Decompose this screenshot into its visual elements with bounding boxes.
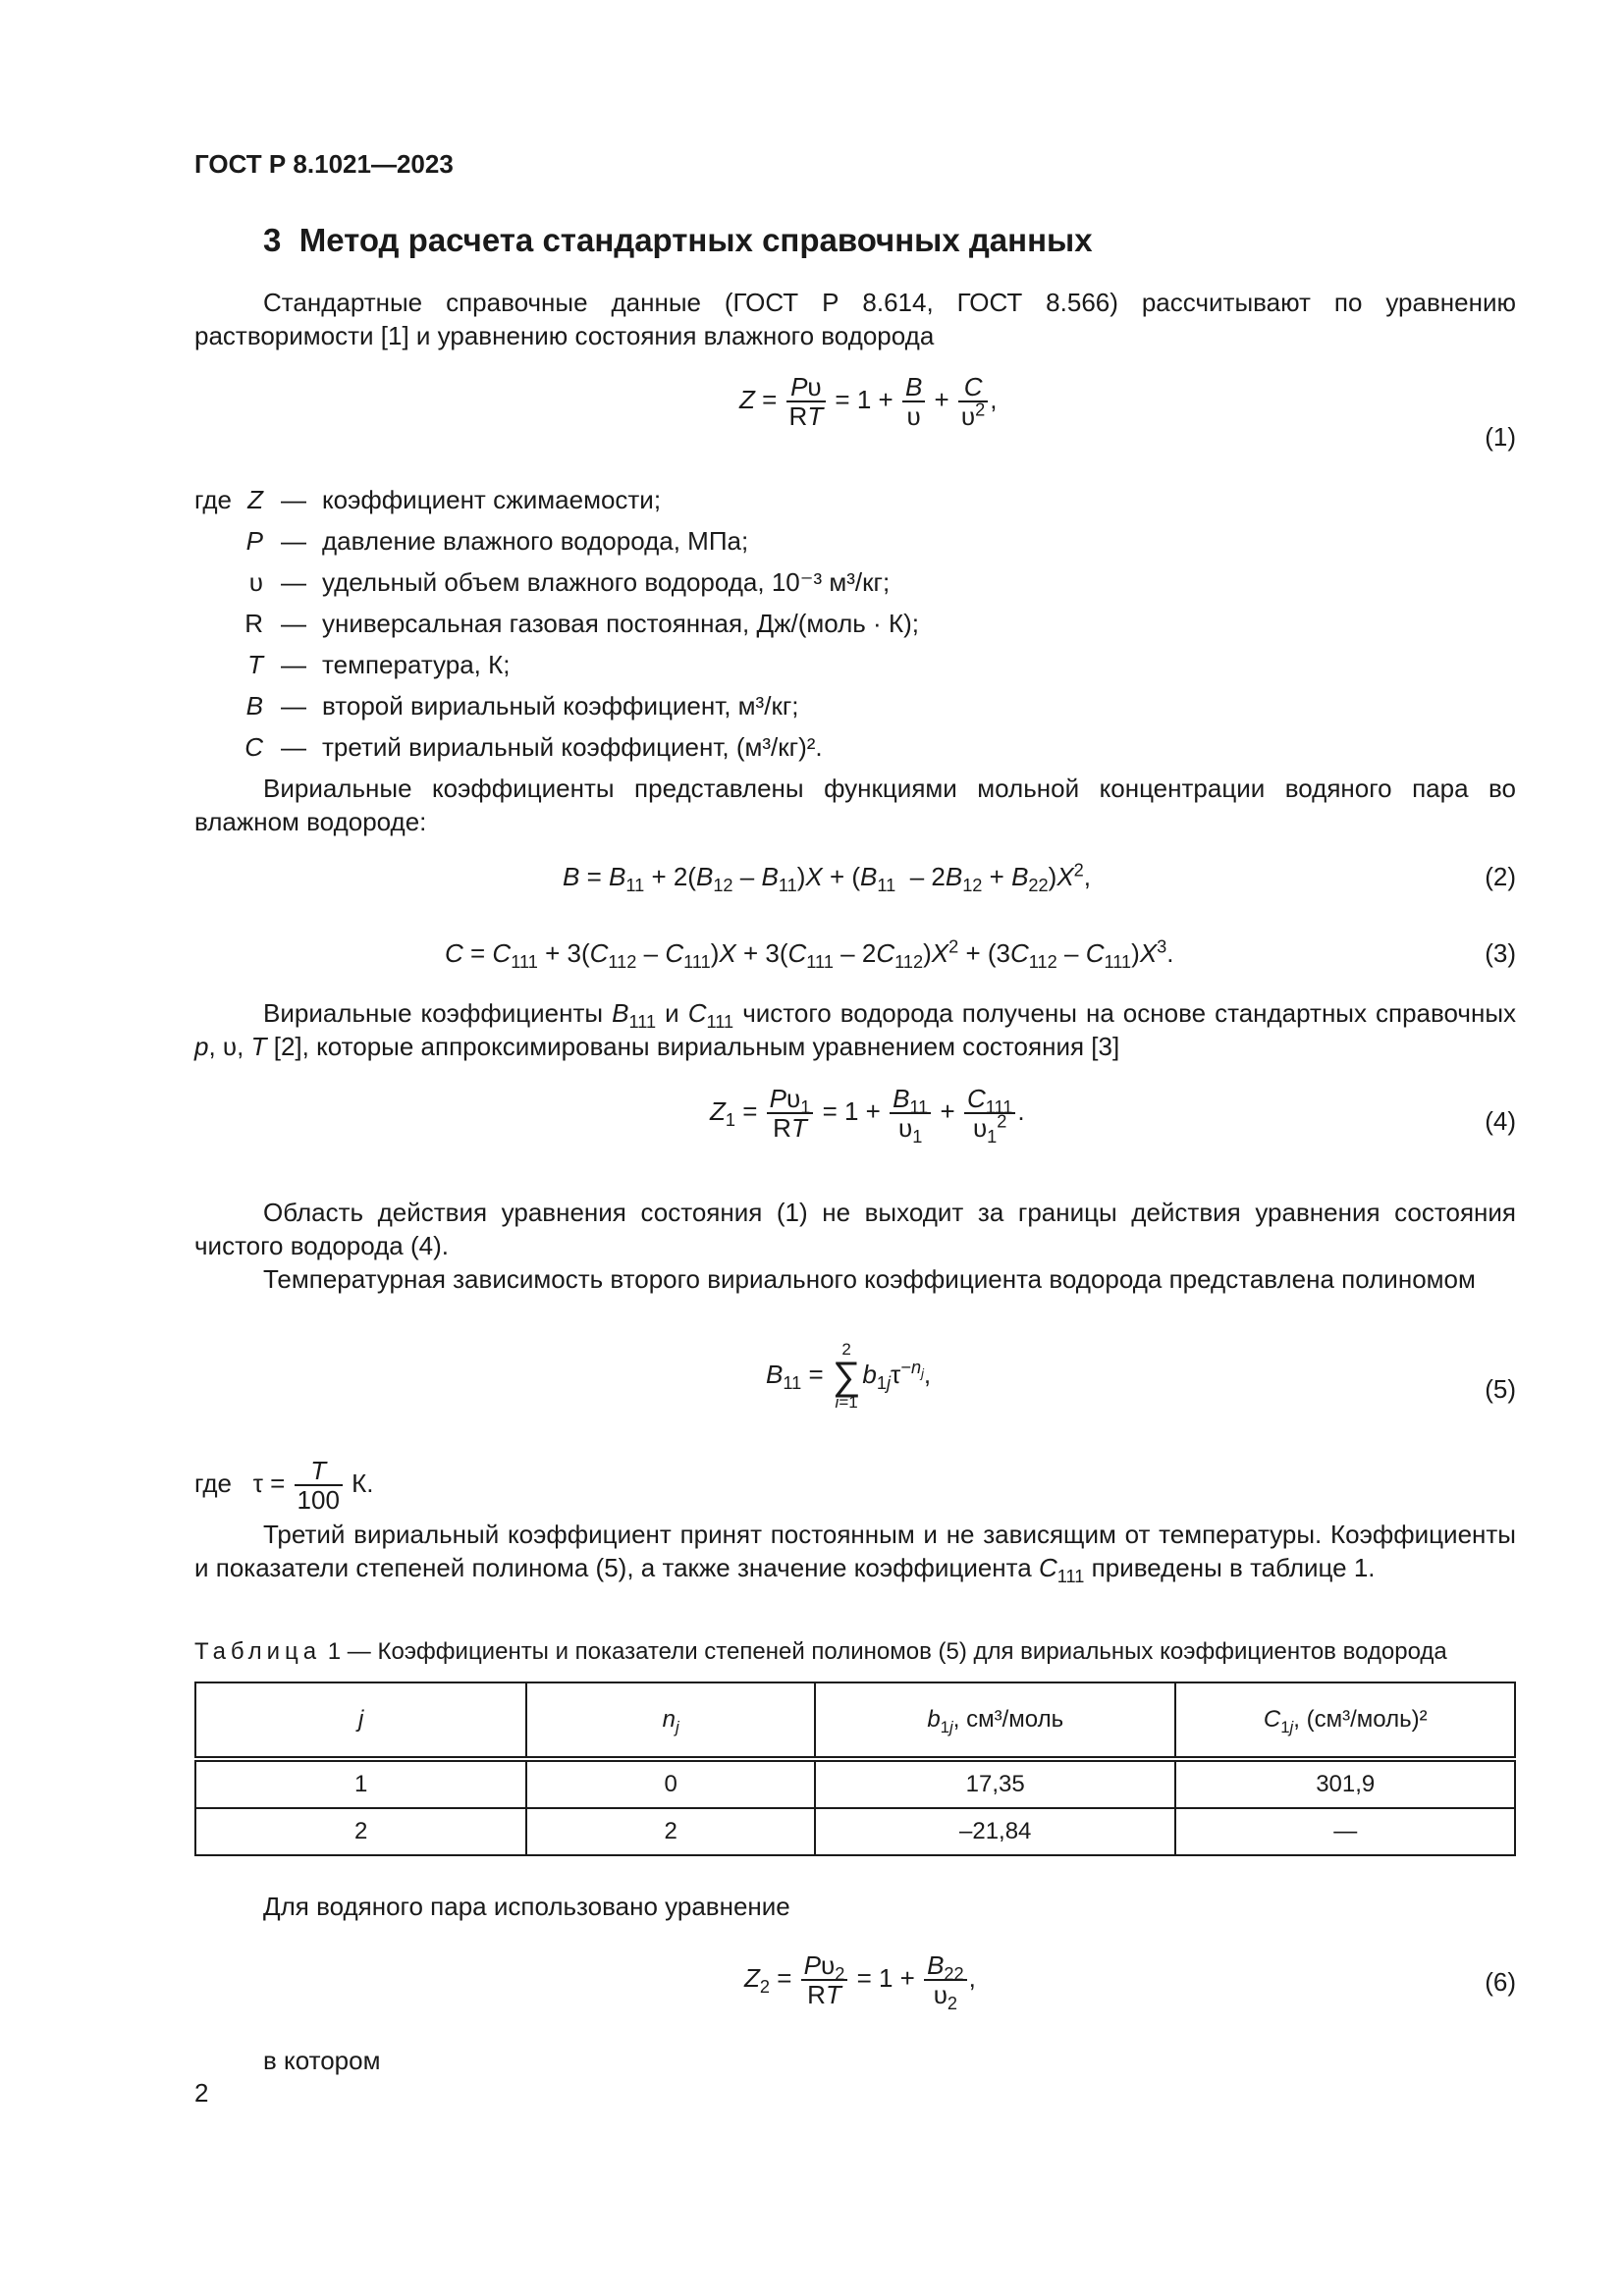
equation-6: $Z_2$ = $\frac{P\upsilon_2}{RT}$ = 1 + $\frac{B_{22}}{\upsilon_2}$ , <box>744 1950 976 2014</box>
definition-symbol: P <box>245 526 263 556</box>
tau-definition: где τ = $\frac{T}{100}$ К. <box>194 1456 374 1515</box>
table-row <box>195 1759 1515 1808</box>
definition-symbol: R <box>244 609 263 638</box>
equation-2: $B = B_{11} + 2(B_{12} - B_{11})X + (B_{11} - 2B_{12} + B_{22})X^2$, <box>563 860 1092 896</box>
definition-symbol: υ <box>248 567 263 597</box>
third-text-a: Третий вириальный коэффициент принят постоянным и не зависящим от температуры. Коэффициенты и показатели степеней полинома (5), а также значение коэффициента <box>194 1520 1516 1582</box>
definition-text: температура, К; <box>322 650 511 679</box>
equation-number-5: (5) <box>1485 1374 1516 1404</box>
third-coefficient-paragraph: Третий вириальный коэффициент принят постоянным и не зависящим от температуры. Коэффициенты и показатели степеней полинома (5), а также значение коэффициента $C_{111}$ приведены в таблице 1. <box>194 1520 1516 1587</box>
definition-symbol: C <box>244 732 263 762</box>
definition-symbol: Z <box>247 485 263 514</box>
table-cell: 2 <box>195 1808 526 1855</box>
column-header: j <box>195 1682 526 1759</box>
equation-5: $B_{11}$ = 2 ∑ i=1 $b_{1j}\tau^{-n_j}$, <box>766 1340 932 1412</box>
table-cell: 17,35 <box>815 1759 1175 1808</box>
equation-number-2: (2) <box>1485 862 1516 891</box>
tau-unit: К. <box>352 1468 374 1498</box>
tau-where-label: где <box>194 1468 232 1498</box>
pure-text-a: Вириальные коэффициенты <box>263 998 604 1028</box>
third-text-b: приведены в таблице 1. <box>1091 1553 1376 1582</box>
table-cell: 2 <box>526 1808 815 1855</box>
page-number: 2 <box>194 2078 209 2108</box>
table-caption-text: 1 — Коэффициенты и показатели степеней полиномов (5) для вириальных коэффициентов водорода <box>327 1638 1447 1665</box>
definition-text: третий вириальный коэффициент, (м³/кг)². <box>322 732 823 762</box>
pure-text-b: чистого водорода получены на основе стандартных справочных <box>742 998 1517 1028</box>
virial-paragraph: Вириальные коэффициенты представлены функциями мольной концентрации водяного пара во влажном водороде: <box>194 774 1516 836</box>
table-cell: –21,84 <box>815 1808 1175 1855</box>
equation-number-6: (6) <box>1485 1967 1516 1997</box>
equation-number-4: (4) <box>1485 1106 1516 1136</box>
equation-4: $Z_1$ = $\frac{P\upsilon_1}{RT}$ = 1 + $\frac{B_{11}}{\upsilon_1}$ + $\frac{C_{111}}{\upsilon_1^2}$ . <box>710 1084 1025 1148</box>
where-label: где <box>194 485 232 514</box>
column-header: $C_{1j}$, (см³/моль)² <box>1175 1682 1515 1759</box>
equation-1: Z = $\frac{P\upsilon}{RT}$ = 1 + $\frac{B}{\upsilon}$ + $\frac{C}{\upsilon^2}$ , <box>739 372 998 431</box>
domain-paragraph: Область действия уравнения состояния (1) не выходит за границы действия уравнения состояния чистого водорода (4). <box>194 1198 1516 1260</box>
definition-symbol: B <box>245 691 263 721</box>
equation-3: $C = C_{111} + 3(C_{112} - C_{111})X + 3(C_{111} - 2C_{112})X^2 + (3C_{112} - C_{111})X^3$. <box>445 936 1174 973</box>
intro-paragraph: Стандартные справочные данные (ГОСТ Р 8.614, ГОСТ 8.566) рассчитывают по уравнению растворимости [1] и уравнению состояния влажного водорода <box>194 288 1516 350</box>
column-header: $n_j$ <box>526 1682 815 1759</box>
column-header: $b_{1j}$, см³/моль <box>815 1682 1175 1759</box>
definition-text: второй вириальный коэффициент, м³/кг; <box>322 691 799 721</box>
definition-symbol: T <box>247 650 263 679</box>
table-header-row <box>195 1682 1515 1759</box>
definition-text: давление влажного водорода, МПа; <box>322 526 749 556</box>
definition-text: удельный объем влажного водорода, 10⁻³ м³/кг; <box>322 567 891 597</box>
water-vapor-paragraph: Для водяного пара использовано уравнение <box>263 1892 790 1921</box>
pure-hydrogen-paragraph: Вириальные коэффициенты $B_{111}$ и $C_{111}$ чистого водорода получены на основе стандартных справочных p, υ, T [2], которые аппроксимированы вириальным уравнением состояния [3] <box>194 998 1517 1061</box>
section-heading <box>263 224 1093 257</box>
temperature-paragraph: Температурная зависимость второго вириального коэффициента водорода представлена полиномом <box>263 1264 1476 1294</box>
document-code: ГОСТ Р 8.1021—2023 <box>194 149 454 179</box>
table-cell: 0 <box>526 1759 815 1808</box>
table-cell: 1 <box>195 1759 526 1808</box>
table-cell: — <box>1175 1808 1515 1855</box>
definition-text: коэффициент сжимаемости; <box>322 485 662 514</box>
pure-text-c: [2], которые аппроксимированы вириальным уравнением состояния [3] <box>273 1032 1120 1061</box>
section-title: Метод расчета стандартных справочных данных <box>298 222 1093 258</box>
table-row <box>195 1808 1515 1855</box>
table-caption <box>194 1635 1447 1669</box>
pure-text-and: и <box>665 998 679 1028</box>
equation-number-3: (3) <box>1485 938 1516 968</box>
section-number: 3 <box>263 222 282 258</box>
coefficients-table <box>194 1682 1516 1856</box>
in-which-paragraph: в котором <box>263 2046 381 2075</box>
definition-text: универсальная газовая постоянная, Дж/(моль · К); <box>322 609 919 638</box>
table-caption-word: Таблица <box>194 1638 322 1665</box>
equation-number-1: (1) <box>1485 422 1516 452</box>
table-cell: 301,9 <box>1175 1759 1515 1808</box>
